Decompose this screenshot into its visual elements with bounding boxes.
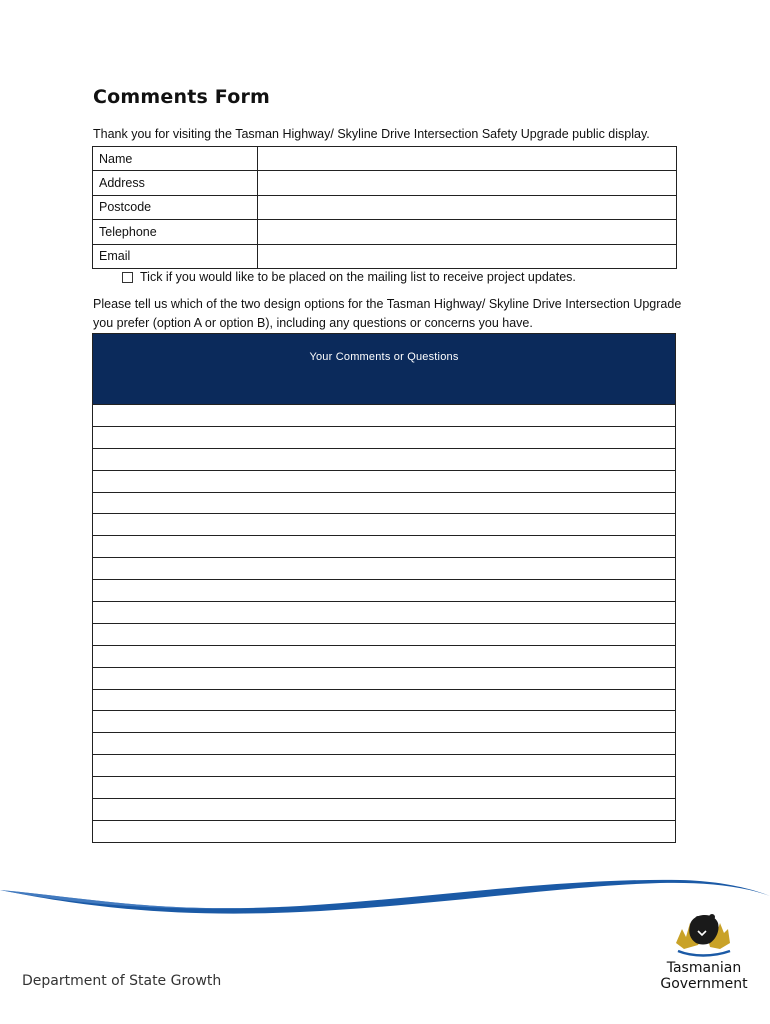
contact-details-table	[92, 146, 677, 269]
telephone-cell	[258, 220, 677, 244]
table-row	[93, 195, 677, 219]
name-field[interactable]	[258, 148, 676, 170]
wave-shade	[0, 890, 300, 909]
comment-line[interactable]	[93, 820, 675, 842]
table-row	[93, 171, 677, 195]
comment-line[interactable]	[93, 579, 675, 601]
wave-shape	[0, 880, 770, 914]
government-line-2: Government	[660, 976, 748, 992]
email-cell	[258, 244, 677, 268]
postcode-field[interactable]	[258, 196, 676, 218]
comment-line[interactable]	[93, 557, 675, 579]
email-field[interactable]	[258, 245, 676, 267]
telephone-label: Telephone	[93, 220, 258, 244]
intro-text: Thank you for visiting the Tasman Highway/ Skyline Drive Intersection Safety Upgrade public display.	[93, 127, 650, 141]
comment-line[interactable]	[93, 732, 675, 754]
government-name	[652, 960, 756, 992]
department-name: Department of State Growth	[22, 973, 222, 989]
comment-line[interactable]	[93, 754, 675, 776]
comment-line[interactable]	[93, 601, 675, 623]
address-label: Address	[93, 171, 258, 195]
government-line-1: Tasmanian	[666, 960, 742, 976]
comment-line[interactable]	[93, 404, 675, 426]
comment-line[interactable]	[93, 798, 675, 820]
comment-line[interactable]	[93, 667, 675, 689]
comment-line[interactable]	[93, 448, 675, 470]
address-field[interactable]	[258, 172, 676, 194]
table-row	[93, 220, 677, 244]
comment-line[interactable]	[93, 513, 675, 535]
mailing-list-checkbox[interactable]	[122, 272, 133, 283]
comments-box	[92, 333, 676, 843]
table-row	[93, 147, 677, 171]
email-label: Email	[93, 244, 258, 268]
telephone-field[interactable]	[258, 221, 676, 243]
form-title: Comments Form	[93, 86, 271, 108]
comment-line[interactable]	[93, 645, 675, 667]
table-row	[93, 244, 677, 268]
name-cell	[258, 147, 677, 171]
comment-lines[interactable]	[93, 404, 675, 842]
postcode-label: Postcode	[93, 195, 258, 219]
comment-line[interactable]	[93, 492, 675, 514]
tasmanian-devil-crest-icon	[668, 905, 738, 965]
comment-line[interactable]	[93, 426, 675, 448]
mailing-list-option	[122, 270, 576, 284]
comment-line[interactable]	[93, 470, 675, 492]
comment-line[interactable]	[93, 535, 675, 557]
comments-header: Your Comments or Questions	[93, 334, 675, 404]
postcode-cell	[258, 195, 677, 219]
comment-line[interactable]	[93, 710, 675, 732]
comment-line[interactable]	[93, 689, 675, 711]
name-label: Name	[93, 147, 258, 171]
address-cell	[258, 171, 677, 195]
comment-line[interactable]	[93, 776, 675, 798]
design-option-prompt: Please tell us which of the two design options for the Tasman Highway/ Skyline Drive Intersection Upgrade you prefer (option A or option B), including any questions or concerns you have.	[93, 297, 682, 330]
comment-line[interactable]	[93, 623, 675, 645]
footer-wave	[0, 868, 770, 918]
mailing-list-label: Tick if you would like to be placed on the mailing list to receive project updates.	[140, 270, 576, 284]
